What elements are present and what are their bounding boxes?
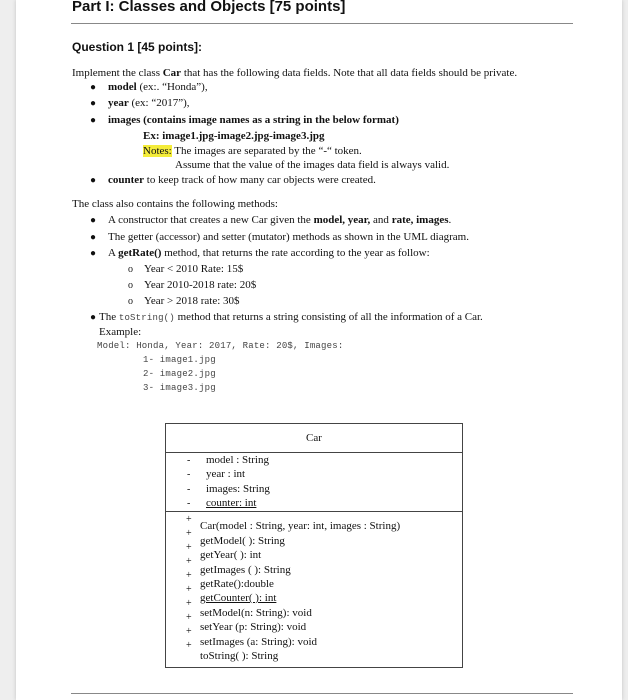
field-counter-desc: to keep track of how many car objects were created. bbox=[144, 174, 376, 186]
uml-private-symbol: - bbox=[187, 469, 191, 480]
intro-paragraph bbox=[72, 67, 517, 80]
uml-operation: Car(model : String, year: int, images : String) bbox=[200, 520, 401, 532]
question-title: Question 1 [45 points]: bbox=[72, 40, 203, 54]
uml-operation: setYear (p: String): void bbox=[200, 621, 307, 633]
intro-class-name: Car bbox=[162, 67, 182, 79]
bullet-icon: ● bbox=[90, 115, 97, 126]
uml-operation: getModel( ): String bbox=[200, 535, 285, 547]
uml-attribute: images: String bbox=[206, 483, 270, 495]
method-constructor-and: and bbox=[370, 214, 392, 226]
circle-bullet-icon: o bbox=[128, 280, 133, 291]
field-model-desc: (ex:. “Honda”), bbox=[136, 81, 208, 93]
method-getrate-pre: A bbox=[108, 247, 119, 259]
method-tostring bbox=[99, 311, 483, 325]
uml-operation: getRate():double bbox=[200, 578, 274, 590]
bullet-icon: ● bbox=[90, 82, 97, 93]
footer-divider bbox=[71, 693, 573, 694]
uml-public-symbol: + bbox=[186, 612, 192, 623]
bullet-icon: ● bbox=[90, 175, 97, 186]
intro-text-end: that has the following data fields. Note that all data fields should be private. bbox=[181, 67, 518, 79]
method-constructor-bold-2: rate, images bbox=[391, 214, 449, 226]
uml-class-name: Car bbox=[306, 432, 322, 444]
title-divider bbox=[71, 23, 573, 24]
method-tostring-code: toString() bbox=[118, 313, 175, 323]
uml-private-symbol: - bbox=[187, 498, 191, 509]
example-image-line: 2- image2.jpg bbox=[143, 369, 216, 379]
uml-public-symbol: + bbox=[186, 528, 192, 539]
rate-item: Year > 2018 rate: 30$ bbox=[144, 295, 240, 307]
field-model bbox=[108, 81, 208, 94]
field-images-notes-2: Assume that the value of the images data field is always valid. bbox=[175, 159, 450, 171]
method-constructor-end: . bbox=[448, 214, 452, 226]
example-image-line: 3- image3.jpg bbox=[143, 383, 216, 393]
uml-operation-static: getCounter( ): int bbox=[200, 592, 277, 604]
uml-divider bbox=[166, 511, 462, 512]
intro-text: Implement the class bbox=[72, 67, 163, 79]
example-output-line: Model: Honda, Year: 2017, Rate: 20$, Images: bbox=[97, 341, 344, 351]
rate-item: Year < 2010 Rate: 15$ bbox=[144, 263, 244, 275]
uml-public-symbol: + bbox=[186, 542, 192, 553]
field-images-notes bbox=[143, 145, 362, 158]
uml-attribute-static: counter: int bbox=[206, 497, 257, 509]
uml-public-symbol: + bbox=[186, 570, 192, 581]
uml-private-symbol: - bbox=[187, 484, 191, 495]
uml-operation: toString( ): String bbox=[200, 650, 279, 662]
bullet-icon: ● bbox=[90, 215, 97, 226]
field-images-example: Ex: image1.jpg-image2.jpg-image3.jpg bbox=[143, 130, 325, 142]
rate-item: Year 2010-2018 rate: 20$ bbox=[144, 279, 257, 291]
uml-public-symbol: + bbox=[186, 598, 192, 609]
bullet-icon: ● bbox=[90, 98, 97, 109]
circle-bullet-icon: o bbox=[128, 264, 133, 275]
uml-class-diagram bbox=[165, 423, 463, 668]
field-year bbox=[108, 97, 190, 110]
document-page bbox=[16, 0, 622, 700]
uml-public-symbol: + bbox=[186, 640, 192, 651]
method-constructor-text: A constructor that creates a new Car given the bbox=[108, 214, 314, 226]
bullet-icon: ● bbox=[90, 232, 97, 243]
example-image-line: 1- image1.jpg bbox=[143, 355, 216, 365]
field-year-name: year bbox=[108, 97, 129, 109]
uml-operation: getYear( ): int bbox=[200, 549, 262, 561]
uml-public-symbol: + bbox=[186, 626, 192, 637]
method-tostring-desc: method that returns a string consisting of all the information of a Car. bbox=[174, 311, 483, 323]
part-title: Part I: Classes and Objects [75 points] bbox=[72, 0, 346, 15]
uml-public-symbol: + bbox=[186, 556, 192, 567]
field-year-desc: (ex: “2017”), bbox=[128, 97, 190, 109]
field-counter-name: counter bbox=[108, 174, 145, 186]
uml-operation: getImages ( ): String bbox=[200, 564, 291, 576]
uml-attribute: year : int bbox=[206, 468, 246, 480]
method-getrate bbox=[108, 247, 430, 260]
method-tostring-pre: The bbox=[99, 311, 119, 323]
uml-public-symbol: + bbox=[186, 514, 192, 525]
uml-private-symbol: - bbox=[187, 455, 191, 466]
method-getrate-name: getRate() bbox=[118, 247, 162, 259]
field-counter bbox=[108, 174, 376, 187]
bullet-icon: ● bbox=[90, 312, 97, 323]
uml-operation: setModel(n: String): void bbox=[200, 607, 312, 619]
method-getrate-desc: method, that returns the rate according to the year as follow: bbox=[161, 247, 430, 259]
method-getters-setters: The getter (accessor) and setter (mutator) methods as shown in the UML diagram. bbox=[108, 231, 469, 243]
notes-label-highlight: Notes: bbox=[143, 145, 172, 157]
uml-attribute: model : String bbox=[206, 454, 269, 466]
field-images: images (contains image names as a string in the below format) bbox=[108, 114, 399, 126]
circle-bullet-icon: o bbox=[128, 296, 133, 307]
methods-intro: The class also contains the following methods: bbox=[72, 198, 278, 210]
uml-divider bbox=[166, 452, 462, 453]
notes-text: The images are separated by the “-“ token. bbox=[171, 145, 362, 157]
field-model-name: model bbox=[108, 81, 137, 93]
uml-operation: setImages (a: String): void bbox=[200, 636, 318, 648]
method-constructor-bold: model, year, bbox=[313, 214, 371, 226]
bullet-icon: ● bbox=[90, 248, 97, 259]
uml-public-symbol: + bbox=[186, 584, 192, 595]
method-constructor bbox=[108, 214, 451, 227]
example-label: Example: bbox=[99, 326, 142, 338]
